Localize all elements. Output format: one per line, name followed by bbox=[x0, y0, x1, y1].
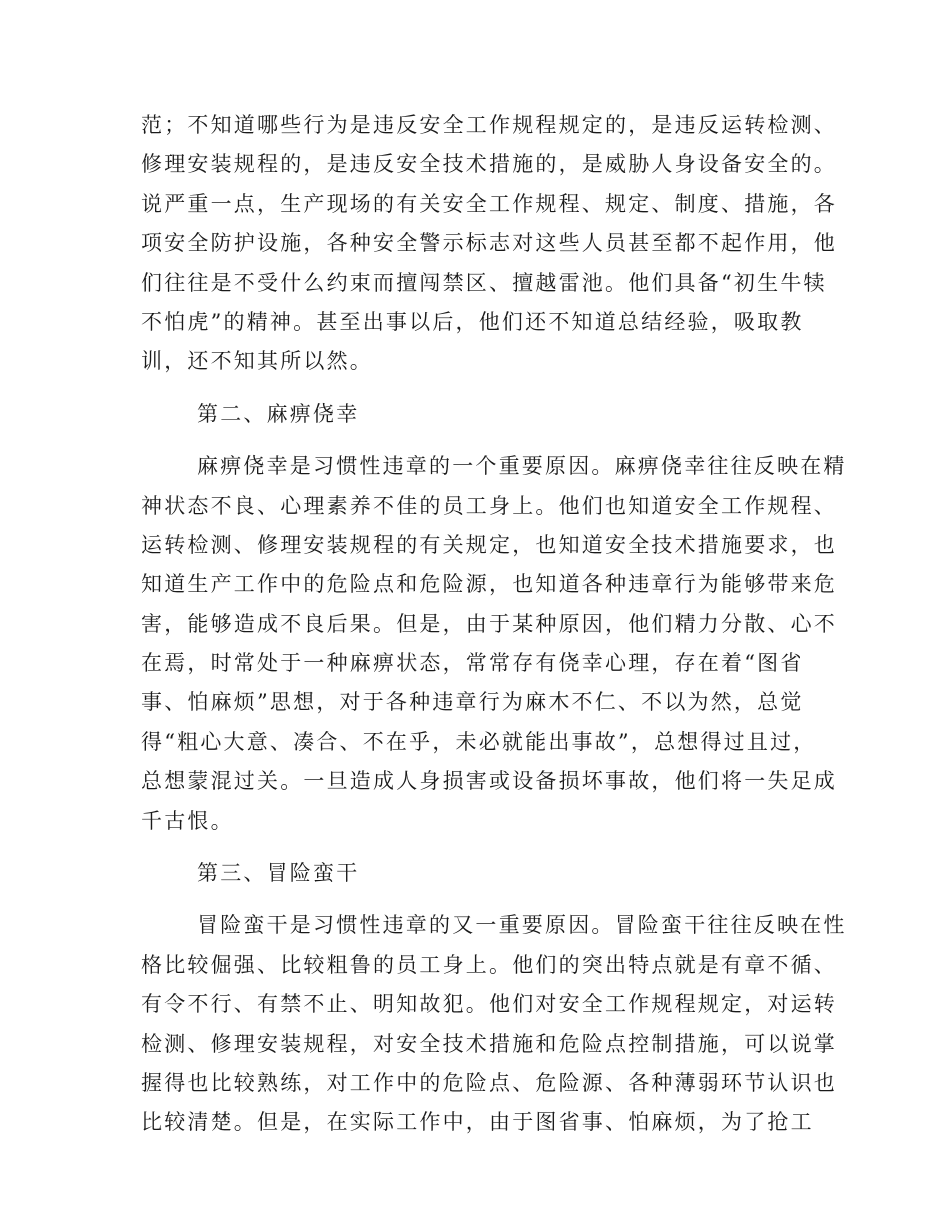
document-body bbox=[141, 106, 847, 1143]
paragraph-line: 得“粗心大意、凑合、不在乎，未必就能出事故”，总想得过且过， bbox=[141, 729, 817, 754]
paragraph-line: 在焉，时常处于一种麻痹状态，常常存有侥幸心理，存在着“图省 bbox=[141, 651, 804, 676]
paragraph-spacer bbox=[141, 434, 821, 447]
paragraph-2 bbox=[141, 447, 847, 841]
paragraph-line: 有令不行、有禁不止、明知故犯。他们对安全工作规程规定，对运转 bbox=[141, 992, 837, 1017]
paragraph-line: 总想蒙混过关。一旦造成人身损害或设备损坏事故，他们将一失足成 bbox=[141, 769, 837, 794]
paragraph-line: 不怕虎”的精神。甚至出事以后，他们还不知道总结经验，吸取教 bbox=[141, 309, 804, 334]
paragraph-line: 范；不知道哪些行为是违反安全工作规程规定的，是违反运转检测、 bbox=[141, 113, 837, 137]
section-heading-3: 第三、冒险蛮干 bbox=[197, 861, 360, 886]
paragraph-spacer bbox=[141, 893, 821, 906]
paragraph-line: 知道生产工作中的危险点和危险源，也知道各种违章行为能够带来危 bbox=[141, 572, 837, 597]
paragraph-line: 握得也比较熟练，对工作中的危险点、危险源、各种薄弱环节认识也 bbox=[141, 1070, 837, 1095]
paragraph-line: 比较清楚。但是，在实际工作中，由于图省事、怕麻烦，为了抢工 bbox=[141, 1110, 814, 1135]
paragraph-line: 检测、修理安装规程，对安全技术措施和危险点控制措施，可以说掌 bbox=[141, 1031, 837, 1056]
paragraph-1 bbox=[141, 106, 837, 382]
paragraph-spacer bbox=[141, 841, 821, 854]
paragraph-line: 千古恨。 bbox=[141, 808, 234, 833]
paragraph-line: 神状态不良、心理素养不佳的员工身上。他们也知道安全工作规程、 bbox=[141, 493, 837, 518]
paragraph-3 bbox=[141, 906, 847, 1142]
paragraph-line: 事、怕麻烦”思想，对于各种违章行为麻木不仁、不以为然，总觉 bbox=[141, 690, 804, 715]
paragraph-line: 修理安装规程的，是违反安全技术措施的，是威胁人身设备安全的。 bbox=[141, 152, 837, 177]
paragraph-line: 麻痹侥幸是习惯性违章的一个重要原因。麻痹侥幸往往反映在精 bbox=[197, 454, 847, 479]
paragraph-line: 项安全防护设施，各种安全警示标志对这些人员甚至都不起作用，他 bbox=[141, 231, 837, 256]
paragraph-line: 格比较倔强、比较粗鲁的员工身上。他们的突出特点就是有章不循、 bbox=[141, 952, 837, 977]
paragraph-line: 运转检测、修理安装规程的有关规定，也知道安全技术措施要求，也 bbox=[141, 532, 837, 557]
paragraph-line: 们往往是不受什么约束而擅闯禁区、擅越雷池。他们具备“初生牛犊 bbox=[141, 270, 827, 295]
paragraph-line: 冒险蛮干是习惯性违章的又一重要原因。冒险蛮干往往反映在性 bbox=[197, 913, 847, 938]
paragraph-line: 害，能够造成不良后果。但是，由于某种原因，他们精力分散、心不 bbox=[141, 611, 837, 636]
paragraph-line: 说严重一点，生产现场的有关安全工作规程、规定、制度、措施，各 bbox=[141, 191, 837, 216]
section-heading-2: 第二、麻痹侥幸 bbox=[197, 401, 360, 426]
paragraph-line: 训，还不知其所以然。 bbox=[141, 349, 373, 374]
paragraph-spacer bbox=[141, 382, 821, 395]
